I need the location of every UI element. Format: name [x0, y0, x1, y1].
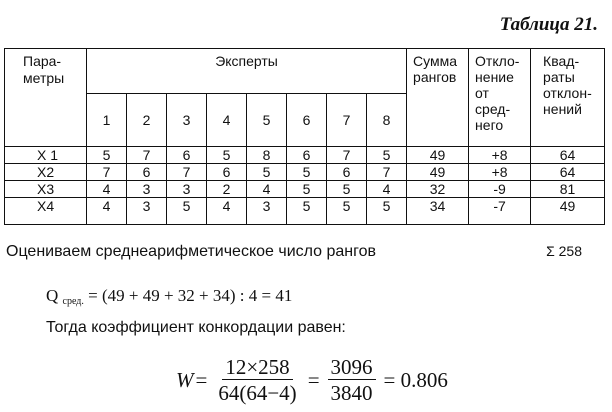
- rank-cell: 6: [167, 147, 207, 164]
- w-result: = 0.806: [383, 367, 448, 392]
- header-sum-line: рангов: [413, 69, 457, 85]
- w-symbol: W: [176, 367, 194, 392]
- rank-cell: 5: [327, 181, 367, 198]
- rank-cell: 7: [127, 147, 167, 164]
- header-deviation-line: сред-: [475, 101, 511, 117]
- header-squares-line: раты: [543, 69, 575, 85]
- rank-cell: 3: [127, 198, 167, 225]
- expert-number: 5: [247, 94, 287, 147]
- rank-cell: 3: [127, 181, 167, 198]
- sum-cell: 49: [407, 147, 469, 164]
- param-name: X4: [5, 198, 87, 225]
- rank-cell: 5: [167, 198, 207, 225]
- expert-number: 1: [87, 94, 127, 147]
- rank-cell: 6: [127, 164, 167, 181]
- fraction-1-numerator: 12×258: [222, 355, 292, 380]
- rank-cell: 6: [207, 164, 247, 181]
- deviation-cell: -7: [469, 198, 531, 225]
- rank-cell: 5: [287, 198, 327, 225]
- rank-cell: 4: [87, 181, 127, 198]
- header-deviation-line: нение: [475, 69, 514, 85]
- header-squares-line: Квад-: [543, 53, 580, 69]
- rank-cell: 2: [207, 181, 247, 198]
- rank-cell: 6: [287, 147, 327, 164]
- fraction-2-numerator: 3096: [328, 355, 376, 380]
- fraction-2-denominator: 3840: [330, 380, 373, 405]
- header-deviation-line: от: [475, 85, 489, 101]
- rank-cell: 7: [327, 147, 367, 164]
- expert-number: 8: [367, 94, 407, 147]
- rank-cell: 7: [167, 164, 207, 181]
- header-params: [5, 49, 87, 147]
- square-cell: 64: [531, 147, 605, 164]
- expert-number: 7: [327, 94, 367, 147]
- square-cell: 49: [531, 198, 605, 225]
- rank-cell: 4: [367, 181, 407, 198]
- rank-cell: 5: [287, 164, 327, 181]
- header-experts: Эксперты: [87, 49, 407, 94]
- expert-number: 3: [167, 94, 207, 147]
- rank-cell: 5: [247, 164, 287, 181]
- fraction-1: [215, 355, 299, 406]
- sigma-total: Σ 258: [546, 243, 582, 259]
- sum-cell: 49: [407, 164, 469, 181]
- table-row: [5, 181, 605, 198]
- param-name: X2: [5, 164, 87, 181]
- rank-cell: 8: [247, 147, 287, 164]
- header-params-line: метры: [23, 70, 65, 86]
- w-formula: [176, 352, 450, 408]
- q-subscript: сред.: [62, 296, 84, 307]
- param-name: X 1: [5, 147, 87, 164]
- rank-cell: 5: [367, 147, 407, 164]
- rank-cell: 4: [87, 198, 127, 225]
- rank-cell: 5: [327, 198, 367, 225]
- q-formula: [46, 286, 292, 306]
- square-cell: 81: [531, 181, 605, 198]
- rank-cell: 7: [87, 164, 127, 181]
- sum-cell: 34: [407, 198, 469, 225]
- ranks-table: [4, 48, 605, 225]
- deviation-cell: +8: [469, 147, 531, 164]
- sum-cell: 32: [407, 181, 469, 198]
- expert-number: 6: [287, 94, 327, 147]
- rank-cell: 3: [247, 198, 287, 225]
- header-squares: [531, 49, 605, 147]
- rank-cell: 4: [247, 181, 287, 198]
- header-deviation: [469, 49, 531, 147]
- rank-cell: 5: [287, 181, 327, 198]
- header-params-line: Пара-: [23, 53, 62, 69]
- deviation-cell: -9: [469, 181, 531, 198]
- fraction-1-denominator: 64(64−4): [218, 380, 297, 405]
- deviation-cell: +8: [469, 164, 531, 181]
- rank-cell: 6: [327, 164, 367, 181]
- param-name: X3: [5, 181, 87, 198]
- equals-sign: =: [195, 367, 208, 392]
- header-squares-line: нений: [543, 101, 582, 117]
- q-expression: = (49 + 49 + 32 + 34) : 4 = 41: [88, 286, 293, 305]
- table-row: [5, 147, 605, 164]
- rank-cell: 3: [167, 181, 207, 198]
- rank-cell: 5: [367, 198, 407, 225]
- square-cell: 64: [531, 164, 605, 181]
- header-deviation-line: Откло-: [475, 53, 520, 69]
- header-sum-line: Сумма: [413, 53, 458, 69]
- rank-cell: 5: [87, 147, 127, 164]
- header-deviation-line: него: [475, 117, 504, 133]
- equals-sign: =: [307, 367, 320, 392]
- table-caption: Таблица 21.: [499, 14, 598, 35]
- expert-number: 4: [207, 94, 247, 147]
- expert-number: 2: [127, 94, 167, 147]
- concordance-text: Тогда коэффициент конкордации равен:: [46, 319, 346, 336]
- header-row: [5, 49, 605, 94]
- rank-cell: 5: [207, 147, 247, 164]
- q-symbol: Q: [46, 286, 59, 305]
- fraction-2: [328, 355, 376, 406]
- rank-cell: 7: [367, 164, 407, 181]
- header-squares-line: отклон-: [543, 85, 592, 101]
- table-row: [5, 164, 605, 181]
- table-row: [5, 198, 605, 225]
- header-sum: [407, 49, 469, 147]
- rank-cell: 4: [207, 198, 247, 225]
- mean-rank-text: Оцениваем среднеарифметическое число рангов: [6, 243, 377, 260]
